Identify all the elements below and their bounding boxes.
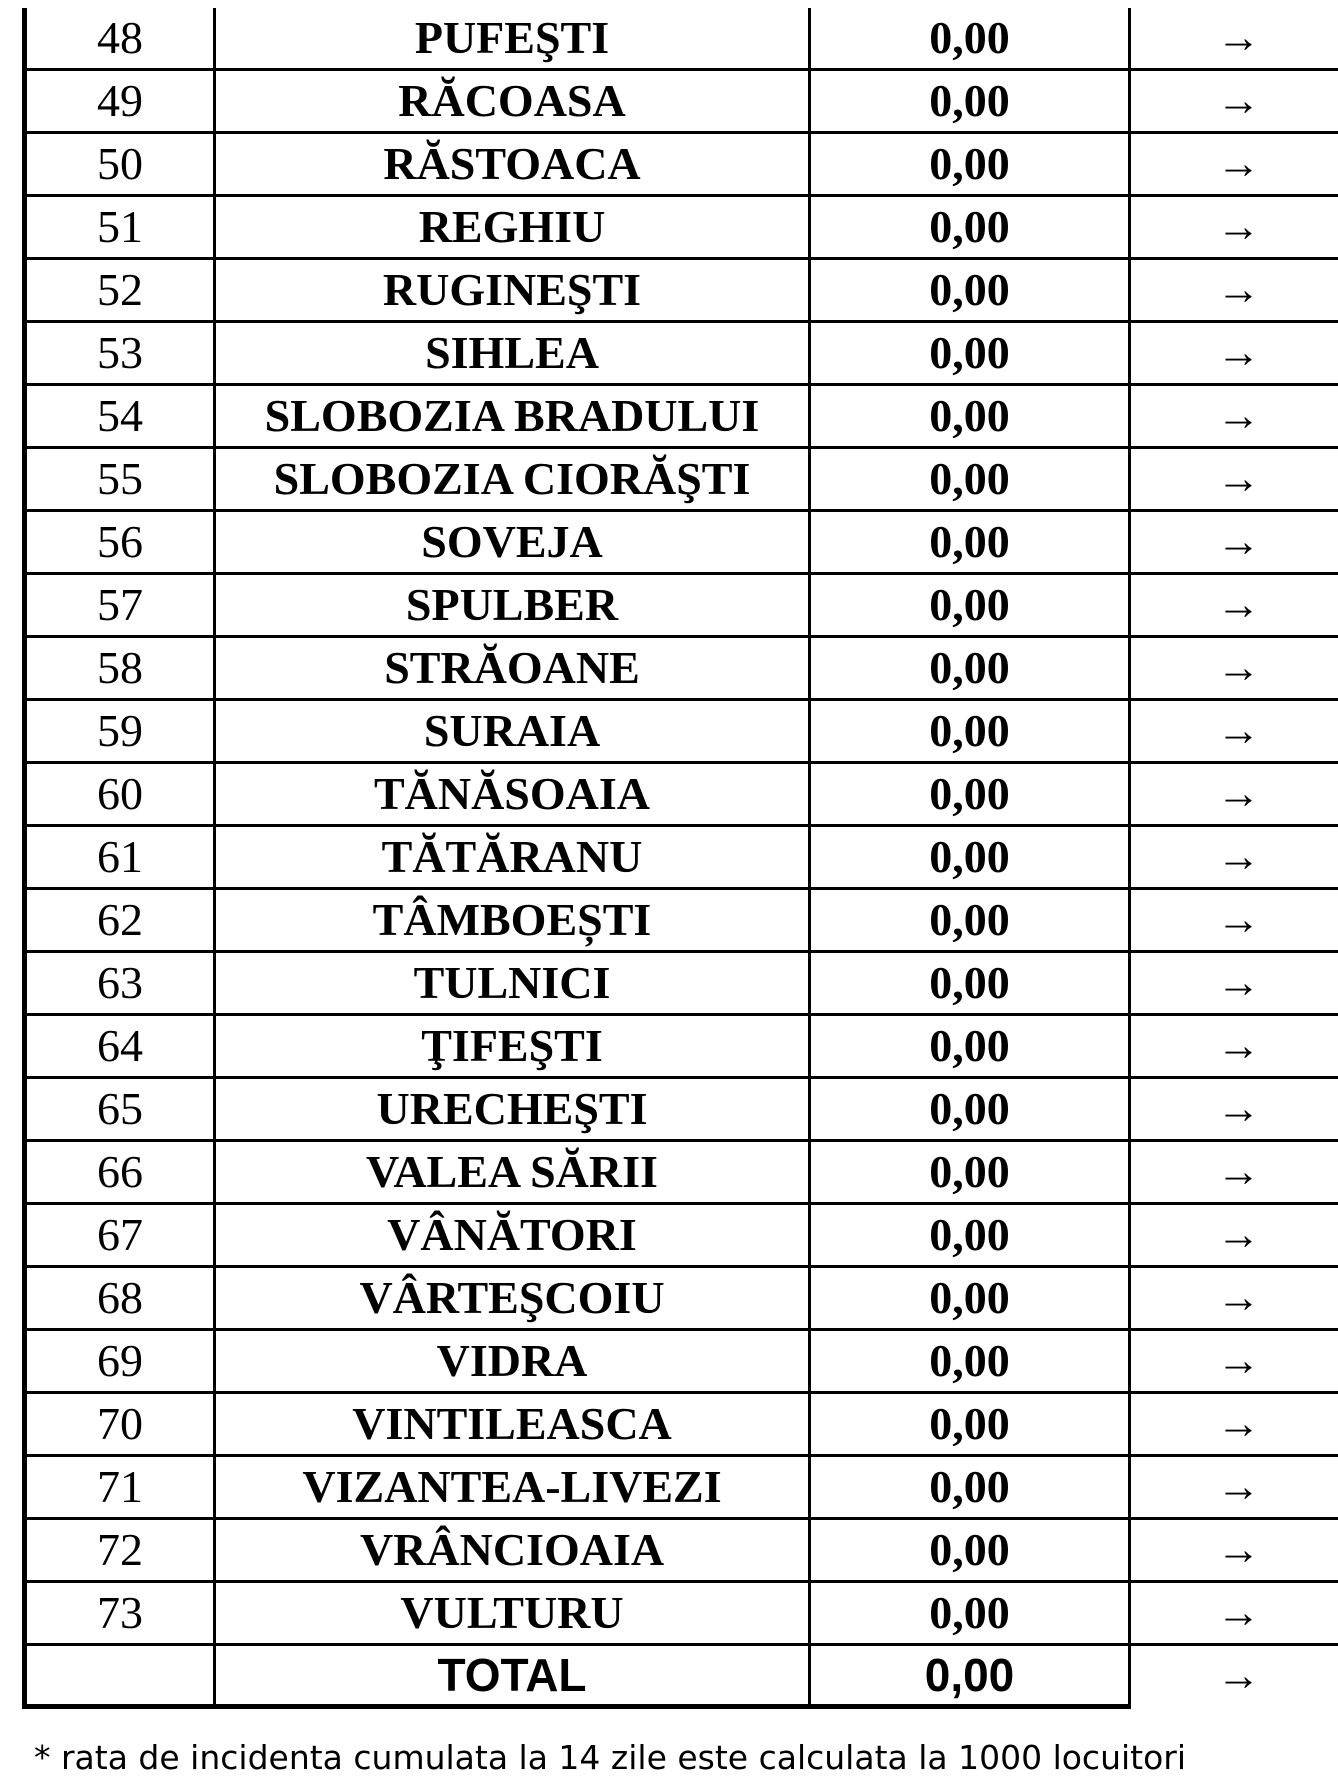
incidence-rate-cell: 0,00 [810, 1267, 1130, 1330]
table-row [25, 259, 1338, 322]
trend-arrow-icon: → [1130, 133, 1338, 196]
table-row [25, 952, 1338, 1015]
table-row [25, 448, 1338, 511]
trend-arrow-icon: → [1130, 1204, 1338, 1267]
table-row [25, 826, 1338, 889]
locality-name-cell: SIHLEA [215, 322, 810, 385]
row-number-cell: 69 [25, 1330, 215, 1393]
locality-name-cell: TULNICI [215, 952, 810, 1015]
table-row [25, 763, 1338, 826]
locality-name-cell: SLOBOZIA CIORĂŞTI [215, 448, 810, 511]
table-row [25, 700, 1338, 763]
incidence-rate-cell: 0,00 [810, 511, 1130, 574]
incidence-rate-cell: 0,00 [810, 322, 1130, 385]
trend-arrow-icon: → [1130, 763, 1338, 826]
table-row [25, 1519, 1338, 1582]
row-number-cell: 68 [25, 1267, 215, 1330]
locality-name-cell: REGHIU [215, 196, 810, 259]
row-number-cell: 62 [25, 889, 215, 952]
locality-name-cell: TĂTĂRANU [215, 826, 810, 889]
total-row [25, 1645, 1338, 1707]
incidence-rate-cell: 0,00 [810, 1078, 1130, 1141]
incidence-rate-cell: 0,00 [810, 1015, 1130, 1078]
table-row [25, 574, 1338, 637]
trend-arrow-icon: → [1130, 1456, 1338, 1519]
incidence-rate-cell: 0,00 [810, 889, 1130, 952]
trend-arrow-icon: → [1130, 448, 1338, 511]
locality-name-cell: VALEA SĂRII [215, 1141, 810, 1204]
table-row [25, 637, 1338, 700]
locality-name-cell: TOTAL [215, 1645, 810, 1707]
incidence-rate-cell: 0,00 [810, 448, 1130, 511]
trend-arrow-icon: → [1130, 1582, 1338, 1645]
table-row [25, 1456, 1338, 1519]
incidence-rate-cell: 0,00 [810, 1141, 1130, 1204]
incidence-rate-cell: 0,00 [810, 1393, 1130, 1456]
row-number-cell: 49 [25, 70, 215, 133]
trend-arrow-icon: → [1130, 1078, 1338, 1141]
trend-arrow-icon: → [1130, 1393, 1338, 1456]
trend-arrow-icon: → [1130, 1267, 1338, 1330]
locality-name-cell: VÂNĂTORI [215, 1204, 810, 1267]
row-number-cell: 48 [25, 8, 215, 70]
table-row [25, 889, 1338, 952]
locality-name-cell: VÂRTEŞCOIU [215, 1267, 810, 1330]
incidence-rate-cell: 0,00 [810, 637, 1130, 700]
incidence-rate-cell: 0,00 [810, 133, 1130, 196]
trend-arrow-icon: → [1130, 889, 1338, 952]
incidence-rate-cell: 0,00 [810, 259, 1130, 322]
footnote: * rata de incidenta cumulata la 14 zile este calculata la 1000 locuitori [34, 1738, 1187, 1777]
locality-name-cell: VINTILEASCA [215, 1393, 810, 1456]
trend-arrow-icon: → [1130, 1015, 1338, 1078]
locality-name-cell: URECHEŞTI [215, 1078, 810, 1141]
row-number-cell: 73 [25, 1582, 215, 1645]
incidence-rate-cell: 0,00 [810, 1330, 1130, 1393]
trend-arrow-icon: → [1130, 952, 1338, 1015]
incidence-rate-cell: 0,00 [810, 574, 1130, 637]
incidence-rate-cell: 0,00 [810, 1456, 1130, 1519]
locality-name-cell: VRÂNCIOAIA [215, 1519, 810, 1582]
incidence-rate-cell: 0,00 [810, 1204, 1130, 1267]
incidence-rate-cell: 0,00 [810, 700, 1130, 763]
incidence-rate-cell: 0,00 [810, 70, 1130, 133]
locality-name-cell: SPULBER [215, 574, 810, 637]
table-row [25, 1078, 1338, 1141]
trend-arrow-icon: → [1130, 1141, 1338, 1204]
locality-name-cell: TÂMBOEȘTI [215, 889, 810, 952]
row-number-cell: 63 [25, 952, 215, 1015]
row-number-cell [25, 1645, 215, 1707]
row-number-cell: 66 [25, 1141, 215, 1204]
row-number-cell: 59 [25, 700, 215, 763]
incidence-rate-cell: 0,00 [810, 1519, 1130, 1582]
table-row [25, 1330, 1338, 1393]
row-number-cell: 55 [25, 448, 215, 511]
trend-arrow-icon: → [1130, 511, 1338, 574]
incidence-rate-cell: 0,00 [810, 1582, 1130, 1645]
trend-arrow-icon: → [1130, 8, 1338, 70]
trend-arrow-icon: → [1130, 700, 1338, 763]
row-number-cell: 57 [25, 574, 215, 637]
trend-arrow-icon: → [1130, 1330, 1338, 1393]
locality-name-cell: VIDRA [215, 1330, 810, 1393]
row-number-cell: 67 [25, 1204, 215, 1267]
locality-name-cell: RUGINEŞTI [215, 259, 810, 322]
locality-name-cell: RĂCOASA [215, 70, 810, 133]
table-row [25, 1015, 1338, 1078]
locality-name-cell: PUFEŞTI [215, 8, 810, 70]
row-number-cell: 56 [25, 511, 215, 574]
trend-arrow-icon: → [1130, 637, 1338, 700]
locality-name-cell: STRĂOANE [215, 637, 810, 700]
locality-name-cell: SURAIA [215, 700, 810, 763]
incidence-rate-cell: 0,00 [810, 826, 1130, 889]
row-number-cell: 50 [25, 133, 215, 196]
table-row [25, 1141, 1338, 1204]
table-row [25, 1393, 1338, 1456]
row-number-cell: 61 [25, 826, 215, 889]
incidence-rate-cell: 0,00 [810, 385, 1130, 448]
table-row [25, 385, 1338, 448]
locality-name-cell: RĂSTOACA [215, 133, 810, 196]
row-number-cell: 72 [25, 1519, 215, 1582]
row-number-cell: 71 [25, 1456, 215, 1519]
row-number-cell: 54 [25, 385, 215, 448]
table-row [25, 196, 1338, 259]
trend-arrow-icon: → [1130, 259, 1338, 322]
table-row [25, 133, 1338, 196]
incidence-rate-cell: 0,00 [810, 8, 1130, 70]
table-row [25, 70, 1338, 133]
trend-arrow-icon: → [1130, 322, 1338, 385]
row-number-cell: 70 [25, 1393, 215, 1456]
table-row [25, 1582, 1338, 1645]
table-row [25, 1267, 1338, 1330]
table-row [25, 511, 1338, 574]
trend-arrow-icon: → [1130, 1519, 1338, 1582]
locality-name-cell: SLOBOZIA BRADULUI [215, 385, 810, 448]
table-row [25, 322, 1338, 385]
trend-arrow-icon: → [1130, 826, 1338, 889]
incidence-rate-cell: 0,00 [810, 952, 1130, 1015]
incidence-rate-cell: 0,00 [810, 763, 1130, 826]
row-number-cell: 52 [25, 259, 215, 322]
row-number-cell: 51 [25, 196, 215, 259]
trend-arrow-icon: → [1130, 574, 1338, 637]
trend-arrow-icon: → [1130, 70, 1338, 133]
row-number-cell: 64 [25, 1015, 215, 1078]
incidence-rate-cell: 0,00 [810, 196, 1130, 259]
locality-name-cell: TĂNĂSOAIA [215, 763, 810, 826]
incidence-rate-cell: 0,00 [810, 1645, 1130, 1707]
row-number-cell: 58 [25, 637, 215, 700]
trend-arrow-icon: → [1130, 196, 1338, 259]
locality-name-cell: VIZANTEA-LIVEZI [215, 1456, 810, 1519]
row-number-cell: 53 [25, 322, 215, 385]
trend-arrow-icon: → [1130, 385, 1338, 448]
locality-name-cell: VULTURU [215, 1582, 810, 1645]
table-row [25, 1204, 1338, 1267]
locality-name-cell: SOVEJA [215, 511, 810, 574]
trend-arrow-icon: → [1130, 1645, 1338, 1707]
table-row [25, 8, 1338, 70]
row-number-cell: 60 [25, 763, 215, 826]
locality-name-cell: ŢIFEŞTI [215, 1015, 810, 1078]
row-number-cell: 65 [25, 1078, 215, 1141]
incidence-table [22, 8, 1338, 1709]
